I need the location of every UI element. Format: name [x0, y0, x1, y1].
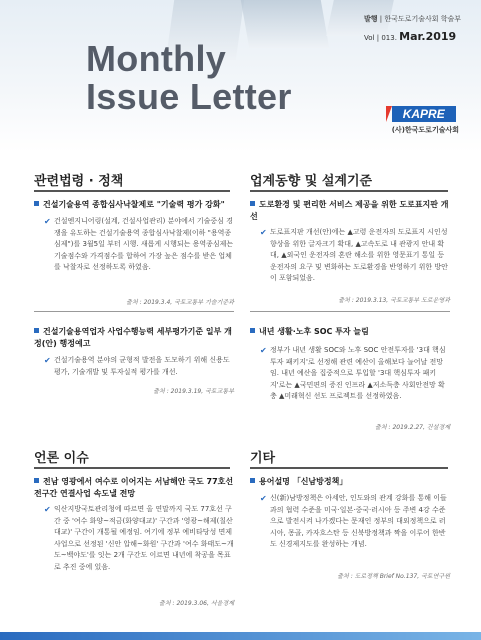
check-icon: ✔	[44, 356, 51, 365]
publisher-label: 발행	[364, 15, 378, 23]
section-title-press: 언론 이슈	[34, 451, 89, 466]
newsletter-title	[86, 40, 292, 116]
title-line-2: Issue Letter	[86, 76, 292, 117]
check-icon: ✔	[44, 217, 51, 226]
bullet-square-icon	[250, 478, 255, 483]
bullet-square-icon	[34, 328, 39, 333]
bullet-square-icon	[34, 201, 39, 206]
article-source: 출처 : 2019.2.27, 건설경제	[375, 424, 450, 431]
section-divider	[250, 467, 448, 469]
bullet-square-icon	[34, 478, 39, 483]
article-body: ✔ 익산지방국토관리청에 따르면 올 연말까지 국도 77호선 구간 중 '여수 화양~적금(화양대교)' 구간과 '영광~해제(칠산대교)' 구간이 개통될 예정임. 여기에 정부 예비타당성 면제 사업으로 선정된 '신안 압해~화원' 구간과 '여수 화태도~개도~백야도'를 잇는 2개 구간도 이르면 내년에 착공을 목표로 추진 중에 있음.	[44, 505, 234, 571]
publisher-name: 한국도로기술사회 학술부	[384, 15, 461, 23]
header-banner	[0, 0, 481, 152]
section-divider	[250, 190, 448, 192]
article-title: 도로환경 및 편리한 서비스 제공을 위한 도로표지판 개선	[250, 200, 449, 221]
kapre-logo	[392, 106, 459, 135]
check-icon: ✔	[260, 346, 267, 355]
article-title: 내년 생활·노후 SOC 투자 늘림	[250, 326, 450, 338]
publication-info: 발행 | 한국도로기술사회 학술부 Vol | 013. Mar.2019	[364, 15, 461, 43]
section-title-misc: 기타	[250, 451, 276, 466]
article-title: 건설기술용역업자 사업수행능력 세부평가기준 일부 개정(안) 행정예고	[34, 327, 232, 348]
volume-label: Vol	[364, 34, 375, 42]
logo-org-name: (사)한국도로기술사회	[391, 126, 459, 134]
article-title: 용어설명 「신남방정책」	[250, 476, 450, 488]
article-body: ✔ 도로표지판 개선(안)에는 ▲고령 운전자의 도로표지 시인성 향상을 위한 글자크기 확대, ▲고속도로 내 관광지 안내 확대, ▲외국인 운전자의 혼란 해소를 위한 영문표기 통일 등 운전자의 요구 및 변화하는 도로환경을 반영하기 위한 방안이 포함되었음.	[260, 228, 448, 282]
article-source: 출처 : 2019.3.06, 서울경제	[159, 600, 234, 607]
section-divider	[34, 467, 230, 469]
title-line-1: Monthly	[86, 38, 227, 79]
article-source: 출처 : 2019.3.4, 국토교통부 기술기준과	[126, 299, 234, 306]
article-title: 건설기술용역 종합심사낙찰제로 "기술력 평가 강화"	[34, 199, 234, 211]
footer-band	[0, 632, 481, 640]
section-title-industry: 업계동향 및 설계기준	[250, 174, 373, 189]
logo-mark: KAPRE	[392, 106, 456, 122]
article-source: 출처 : 2019.3.13, 국토교통부 도로운영과	[338, 297, 450, 304]
check-icon: ✔	[260, 228, 267, 237]
article-body: ✔ 신(新)남방정책은 아세안, 인도와의 관계 강화를 통해 이들과의 협력 수준을 미국·일본·중국·러시아 등 주변 4강 수준으로 발전시켜 나가겠다는 문재인 정부의 대외정책으로 러시아, 몽골, 카자흐스탄 등 신북방정책과 짝을 이루어 한반도 신경제지도를 완성하는 개념.	[260, 494, 447, 548]
article-source: 출처 : 2019.3.19, 국토교통부	[153, 388, 234, 395]
volume-number: 013.	[381, 34, 397, 42]
bullet-square-icon	[250, 328, 255, 333]
bullet-square-icon	[250, 201, 255, 206]
check-icon: ✔	[44, 505, 51, 514]
article-title: 전남 영광에서 여수로 이어지는 서남해안 국도 77호선 전구간 연결사업 속도낼 전망	[34, 477, 234, 498]
article-body: ✔ 건설기술용역 분야의 균형적 발전을 도모하기 위해 신용도 평가, 기술개발 및 투자실적 평가를 개선.	[44, 356, 230, 376]
article-divider	[34, 311, 234, 312]
section-title-law: 관련법령 · 정책	[34, 174, 124, 189]
article-body: ✔ 건설엔지니어링(설계, 건설사업관리) 분야에서 기술중심 경쟁을 유도하는 건설기술용역 종합심사낙찰제(이하 "용역종심제")를 3월5일 부터 시행. 새롭게 시행되는 용역종심제는 기술점수와 가격점수를 합하여 가장 높은 점수를 받은 업체를 낙찰자로 선정하도록 하였음.	[44, 217, 234, 271]
article-divider	[250, 311, 450, 312]
check-icon: ✔	[260, 494, 267, 503]
article-body: ✔ 정부가 내년 생활 SOC와 노후 SOC 안전투자를 '3대 핵심투자 패키지'로 선정해 관련 예산이 올해보다 늘어날 전망임. 내년 예산을 집중적으로 투입할 '3대 핵심투자 패키지'로는 ▲국민편의 증진 인프라 ▲저소득층 사회안전망 확충 ▲미래혁신 선도 프로젝트를 선정하였음.	[260, 346, 446, 400]
issue-date: Mar.2019	[399, 30, 457, 43]
section-divider	[34, 190, 230, 192]
article-source: 출처 : 도로정책 Brief No.137, 국토연구원	[337, 573, 450, 580]
